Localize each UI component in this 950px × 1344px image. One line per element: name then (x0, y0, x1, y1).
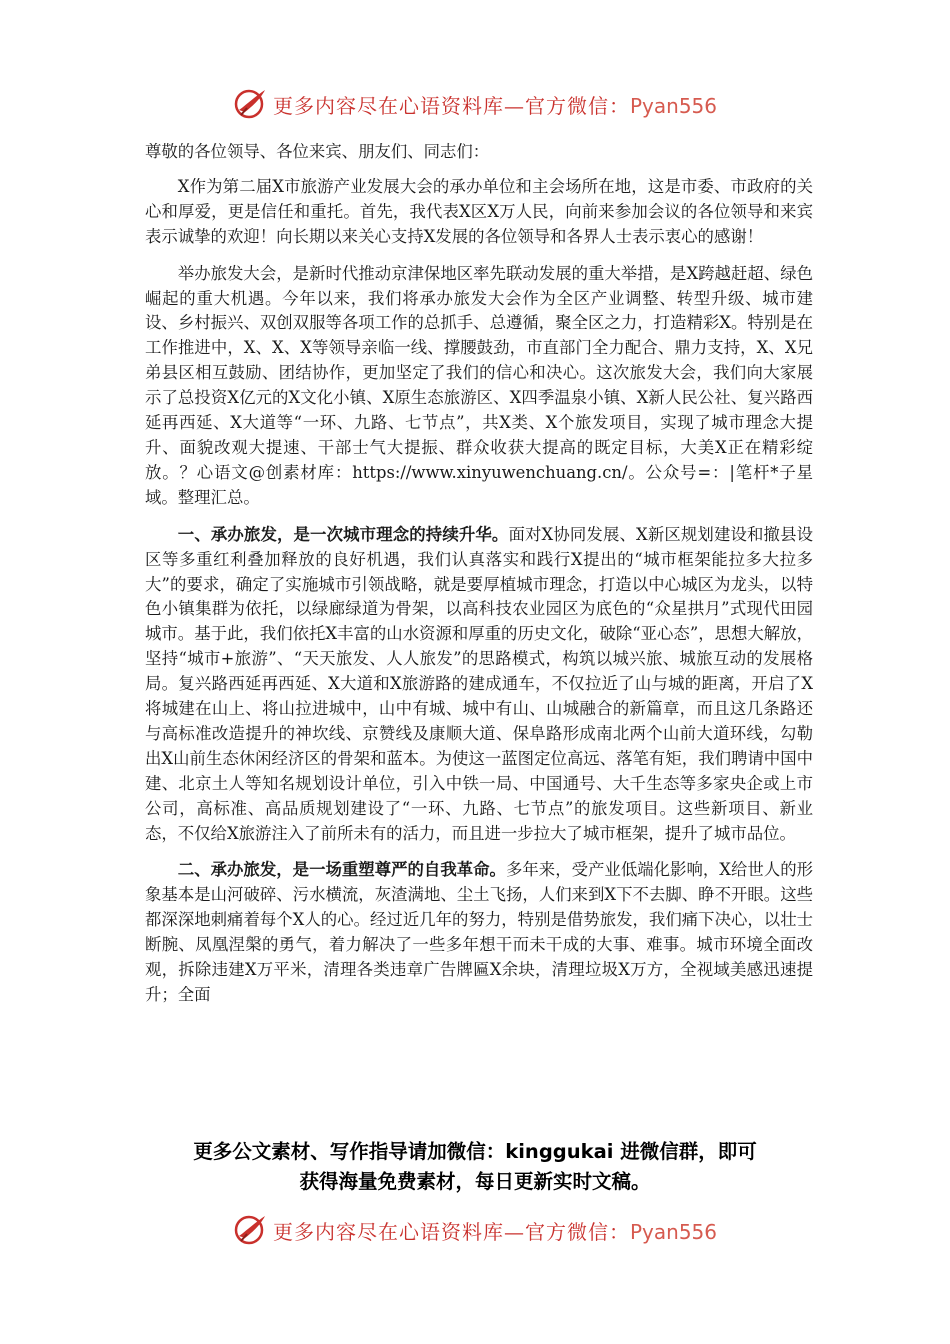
footer-banner (0, 1208, 950, 1252)
paragraph-welcome: X作为第二届X市旅游产业发展大会的承办单位和主会场所在地，这是市委、市政府的关心和厚爱，更是信任和重托。首先，我代表X区X万人民，向前来参加会议的各位领导和来宾表示诚挚的欢迎！向长期以来关心支持X发展的各位领导和各界人士表示衷心的感谢！ (145, 176, 813, 246)
section-2 (145, 858, 813, 1007)
section-1 (145, 523, 813, 847)
paragraph-tourism-conference: 举办旅发大会，是新时代推动京津保地区率先联动发展的重大举措，是X跨越赶超、绿色崛起的重大机遇。今年以来，我们将承办旅发大会作为全区产业调整、转型升级、城市建设、乡村振兴、双创双服等各项工作的总抓手、总遵循，聚全区之力，打造精彩X。特别是在工作推进中，X、X、X等领导亲临一线、撑腰鼓劲，市直部门全力配合、鼎力支持，X、X兄弟县区相互鼓励、团结协作，更加坚定了我们的信心和决心。这次旅发大会，我们向大家展示了总投资X亿元的X文化小镇、X原生态旅游区、X四季温泉小镇、X新人民公社、复兴路西延再西延、X大道等“一环、九路、七节点”，共X类、X个旅发项目，实现了城市理念大提升、面貌改观大提速、干部士气大提振、群众收获大提高的既定目标，大美X正在精彩绽放。？心语文@创素材库：https://www.xinyuwenchuang.cn/。公众号=：|笔杆*子星域。整理汇总。 (145, 263, 813, 507)
document-body (145, 140, 813, 1020)
header-banner-handle: Pyan556 (629, 93, 717, 118)
ad-notice-line-1: 更多公文素材、写作指导请加微信：kinggukai 进微信群，即可 (193, 1140, 757, 1163)
ad-notice (120, 1137, 830, 1197)
quill-logo-icon (233, 86, 269, 122)
footer-banner-text: 更多内容尽在心语资料库—官方微信：Pyan556 (272, 1219, 717, 1244)
ad-notice-line-2: 获得海量免费素材，每日更新实时文稿。 (299, 1170, 651, 1193)
section-1-heading: 一、承办旅发，是一次城市理念的持续升华。 (177, 524, 509, 544)
footer-banner-handle: Pyan556 (629, 1219, 717, 1244)
section-2-heading: 二、承办旅发，是一场重塑尊严的自我革命。 (177, 860, 506, 880)
salutation: 尊敬的各位领导、各位来宾、朋友们、同志们： (145, 142, 490, 161)
quill-logo-icon (233, 1212, 269, 1248)
section-2-body: 多年来，受产业低端化影响，X给世人的形象基本是山河破碎、污水横流，灰渣满地、尘土飞扬，人们来到X下不去脚、睁不开眼。这些都深深地刺痛着每个X人的心。经过近几年的努力，特别是借势旅发，我们痛下决心，以壮士断腕、凤凰涅槃的勇气，着力解决了一些多年想干而未干成的大事、难事。城市环境全面改观，拆除违建X万平米，清理各类违章广告牌匾X余块，清理垃圾X万方，全视域美感迅速提升；全面 (145, 860, 814, 1004)
section-1-body: 面对X协同发展、X新区规划建设和撤县设区等多重红利叠加释放的良好机遇，我们认真落实和践行X提出的“城市框架能拉多大拉多大”的要求，确定了实施城市引领战略，就是要厚植城市理念，打造以中心城区为龙头，以特色小镇集群为依托，以绿廊绿道为骨架，以高科技农业园区为底色的“众星拱月”式现代田园城市。基于此，我们依托X丰富的山水资源和厚重的历史文化，破除“亚心态”，思想大解放，坚持“城市+旅游”、“天天旅发、人人旅发”的思路模式，构筑以城兴旅、城旅互动的发展格局。复兴路西延再西延、X大道和X旅游路的建成通车，不仅拉近了山与城的距离，开启了X将城建在山上、将山拉进城中，山中有城、城中有山、山城融合的新篇章，而且这几条路还与高标准改造提升的神坎线、京赞线及康顺大道、保阜路形成南北两个山前大道环线，勾勒出X山前生态休闲经济区的骨架和蓝本。为使这一蓝图定位高远、落笔有矩，我们聘请中国中建、北京土人等知名规划设计单位，引入中铁一局、中国通号、大千生态等多家央企或上市公司，高标准、高品质规划建设了“一环、九路、七节点”的旅发项目。这些新项目、新业态，不仅给X旅游注入了前所未有的活力，而且进一步拉大了城市框架，提升了城市品位。 (145, 524, 814, 843)
header-banner (0, 82, 950, 126)
header-banner-text: 更多内容尽在心语资料库—官方微信：Pyan556 (272, 93, 717, 118)
